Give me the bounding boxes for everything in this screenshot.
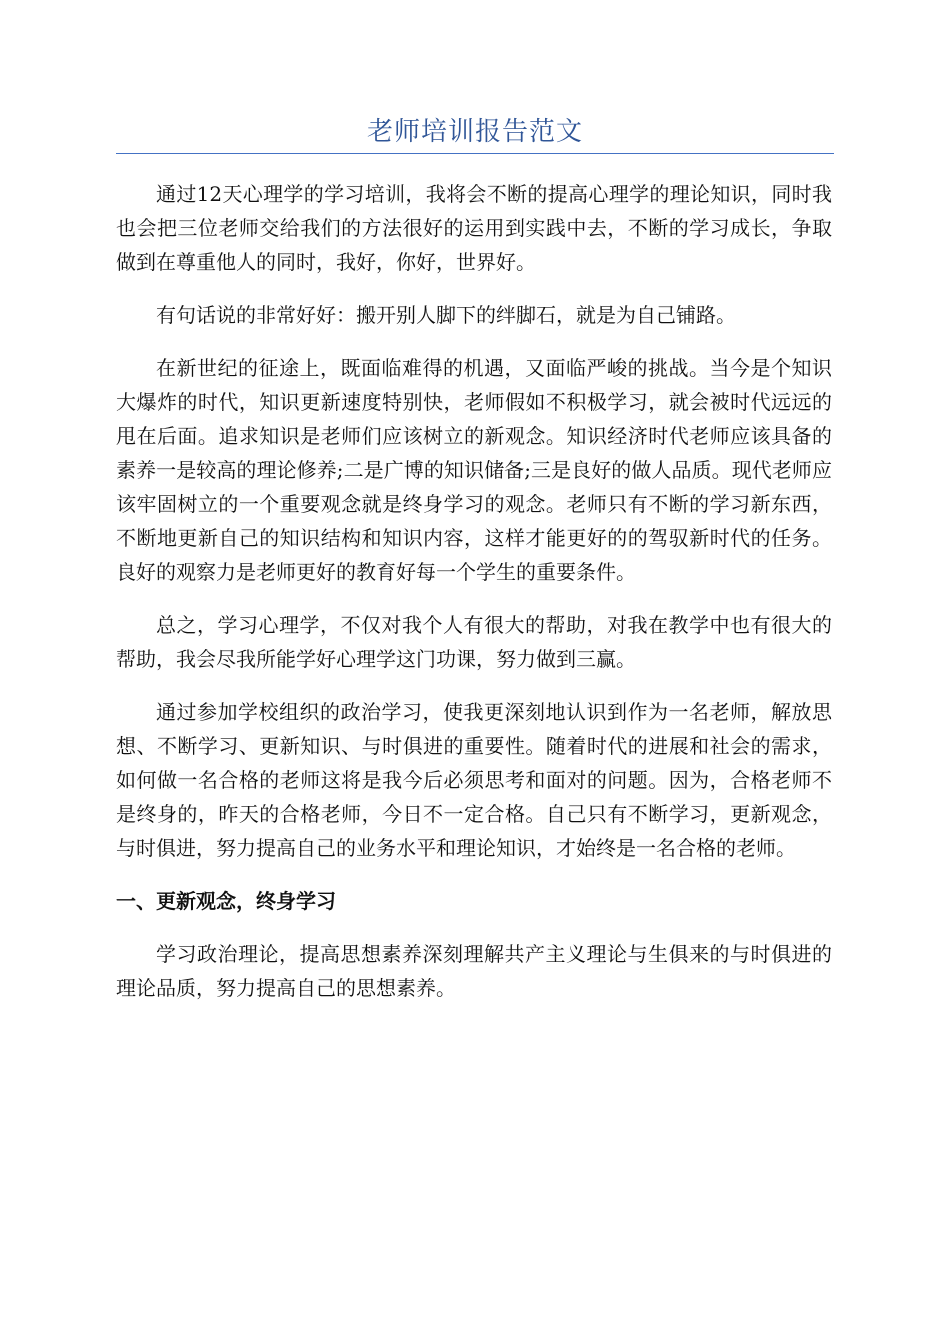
paragraph-2: 有句话说的非常好好：搬开别人脚下的绊脚石，就是为自己铺路。 xyxy=(156,303,736,327)
title-underline xyxy=(116,153,834,154)
document-title: 老师培训报告范文 xyxy=(366,117,583,147)
paragraph-4: 总之，学习心理学，不仅对我个人有很大的帮助，对我在教学中也有很大的帮助，我会尽我所能学好心理学这门功课，努力做到三赢。 xyxy=(116,613,832,671)
section-paragraph: 学习政治理论，提高思想素养深刻理解共产主义理论与生俱来的与时俱进的理论品质，努力提高自己的思想素养。 xyxy=(116,942,832,1000)
paragraph-3: 在新世纪的征途上，既面临难得的机遇，又面临严峻的挑战。当今是个知识大爆炸的时代，知识更新速度特别快，老师假如不积极学习，就会被时代远远的甩在后面。追求知识是老师们应该树立的新观念。知识经济时代老师应该具备的素养一是较高的理论修养;二是广博的知识储备;三是良好的做人品质。现代老师应该牢固树立的一个重要观念就是终身学习的观念。老师只有不断的学习新东西，不断地更新自己的知识结构和知识内容，这样才能更好的的驾驭新时代的任务。良好的观察力是老师更好的教育好每一个学生的重要条件。 xyxy=(116,356,832,584)
paragraph-5: 通过参加学校组织的政治学习，使我更深刻地认识到作为一名老师，解放思想、不断学习、更新知识、与时俱进的重要性。随着时代的进展和社会的需求，如何做一名合格的老师这将是我今后必须思考和面对的问题。因为，合格老师不是终身的，昨天的合格老师，今日不一定合格。自己只有不断学习，更新观念，与时俱进，努力提高自己的业务水平和理论知识，才始终是一名合格的老师。 xyxy=(116,700,832,860)
paragraph-1: 通过12天心理学的学习培训，我将会不断的提高心理学的理论知识，同时我也会把三位老师交给我们的方法很好的运用到实践中去，不断的学习成长，争取做到在尊重他人的同时，我好，你好，世界好。 xyxy=(116,182,832,274)
document-body xyxy=(116,177,832,1024)
section-heading: 一、更新观念，终身学习 xyxy=(116,889,336,913)
